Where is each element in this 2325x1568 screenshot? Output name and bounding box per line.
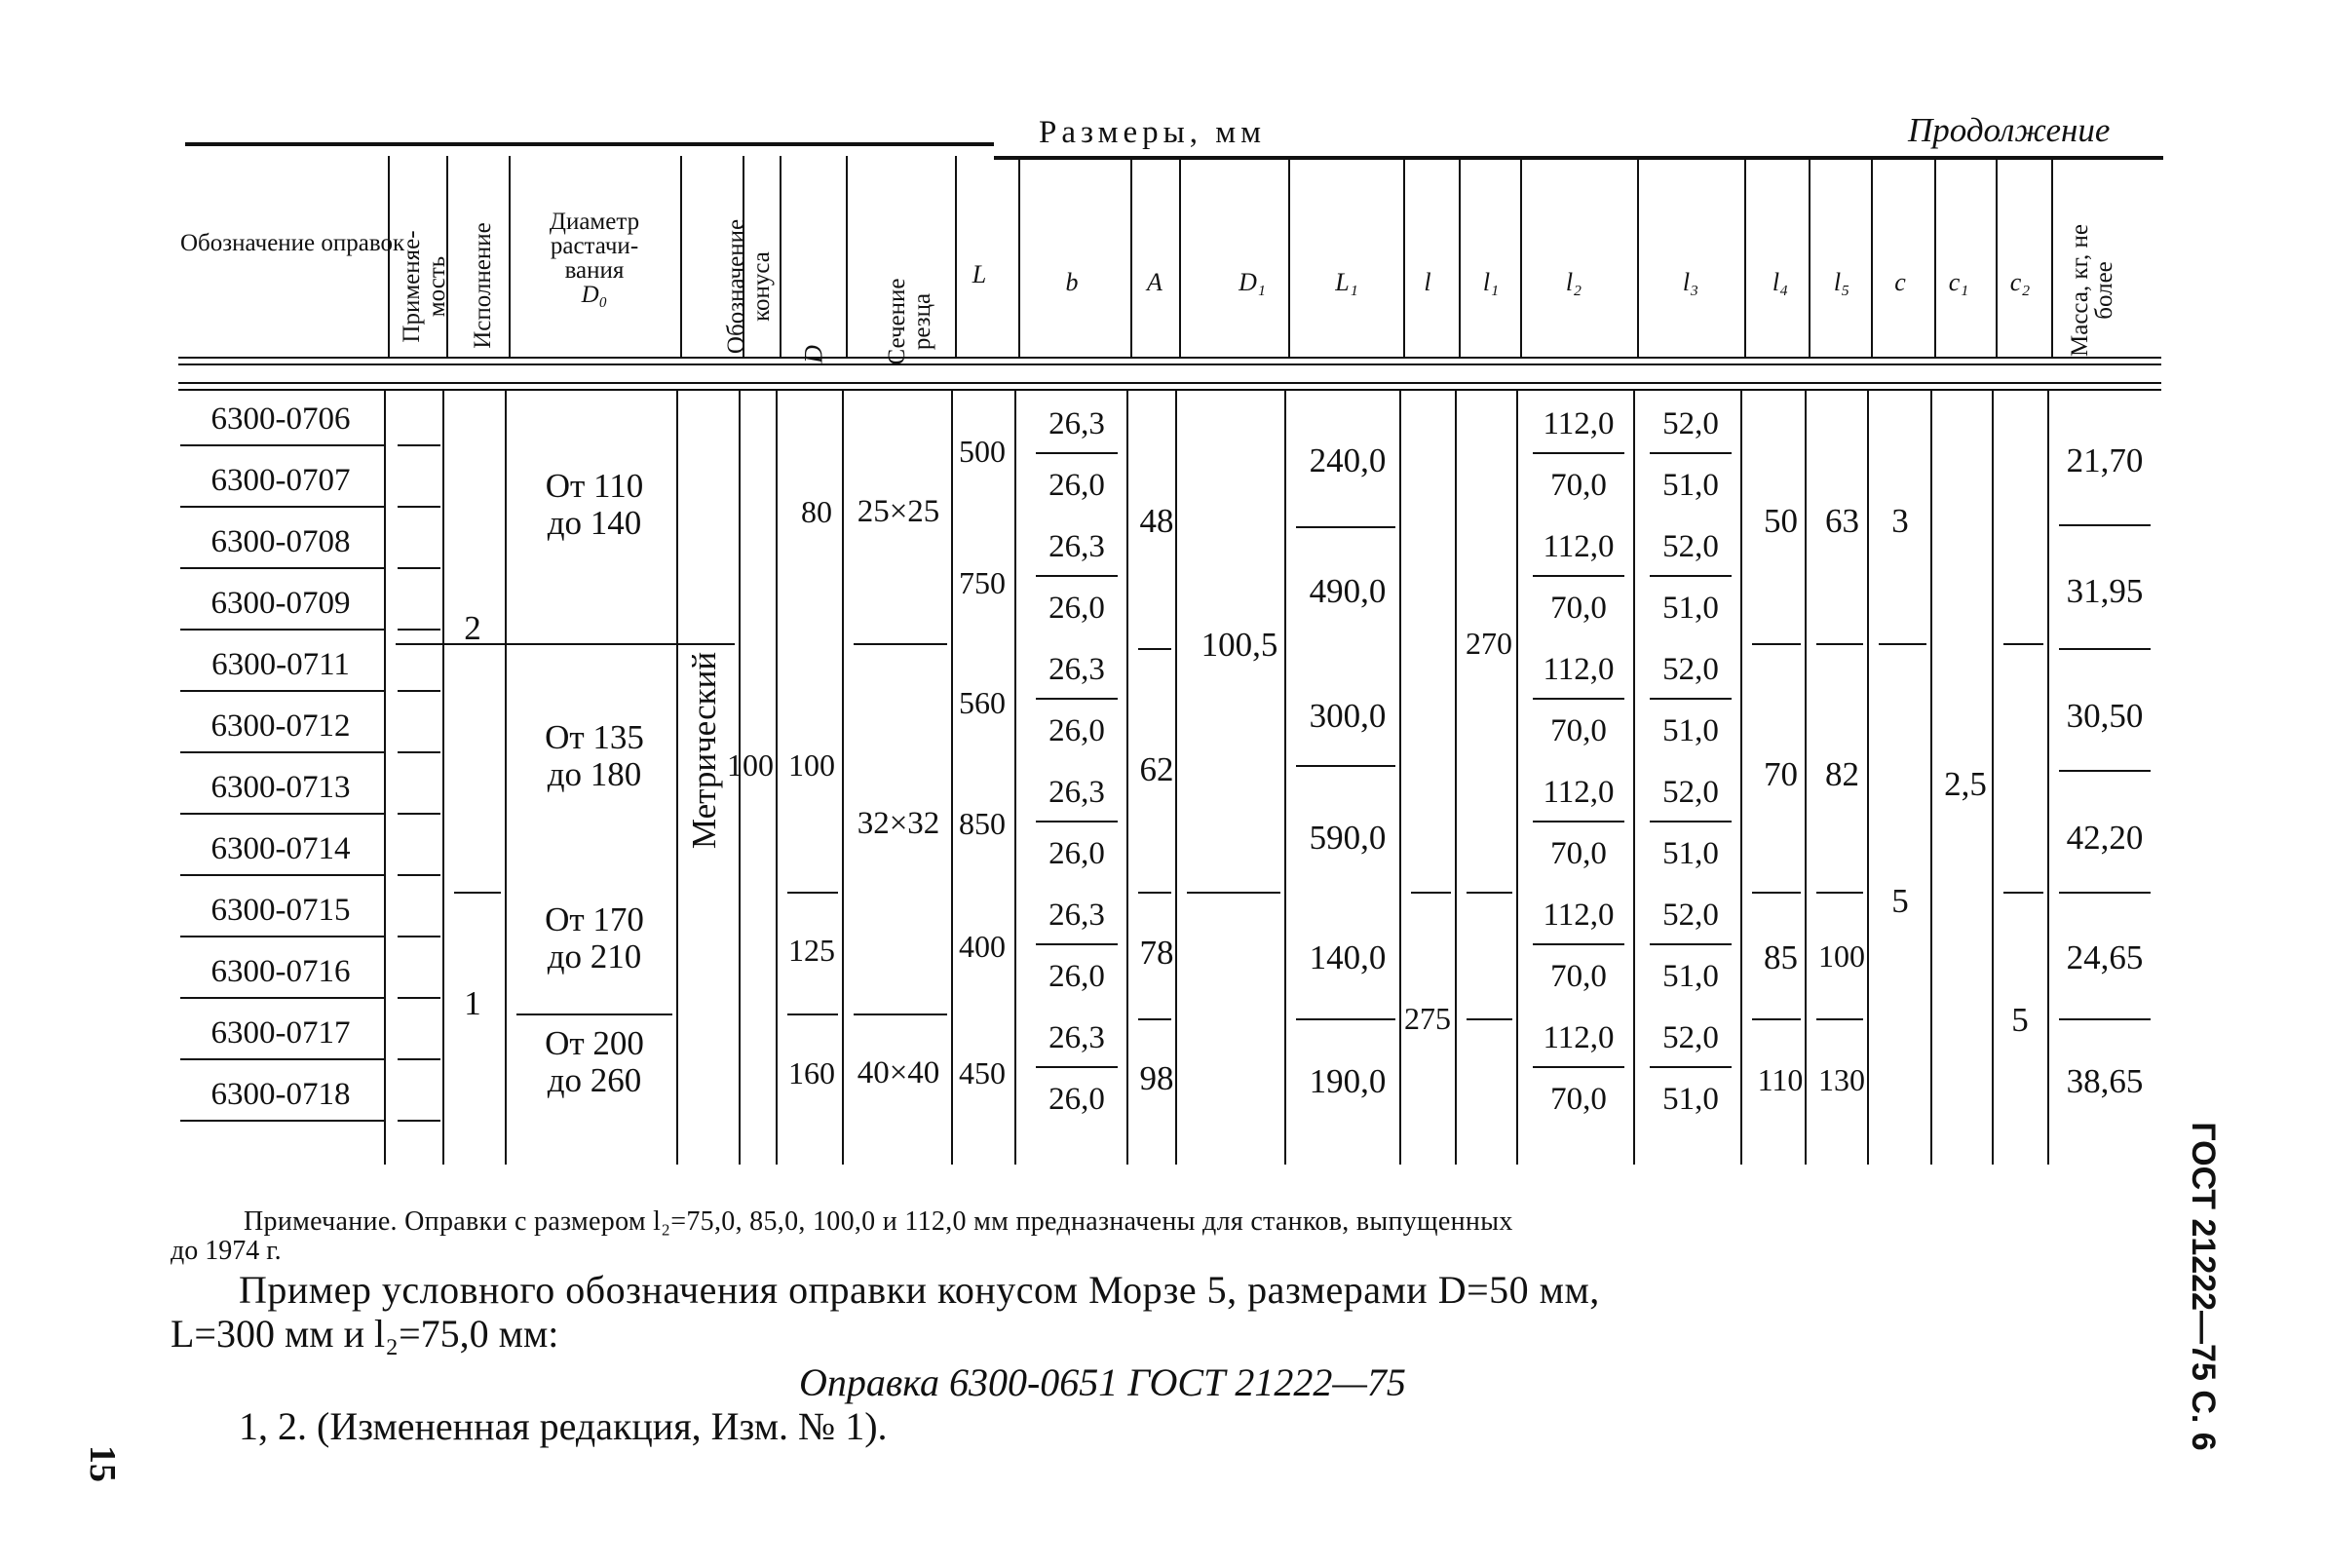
column-divider xyxy=(1805,390,1807,1165)
col-bore-diameter: Диаметр растачи- вания D₀ xyxy=(549,209,640,308)
fraction-bar xyxy=(1533,452,1624,454)
row-underline xyxy=(180,936,385,937)
example-line-2: L=300 мм и l₂=75,0 мм: xyxy=(171,1312,559,1356)
mass-21-70: 21,70 xyxy=(2066,441,2144,479)
column-divider xyxy=(1179,156,1181,357)
fraction-bar xyxy=(1036,821,1118,822)
l4-50: 50 xyxy=(1764,502,1798,540)
column-divider xyxy=(2051,156,2053,357)
row-code: 6300-0706 xyxy=(210,402,351,437)
row-l2: 70,0 xyxy=(1550,836,1607,871)
section-40: 40×40 xyxy=(857,1055,940,1090)
section-32: 32×32 xyxy=(857,806,940,841)
group-separator xyxy=(1816,1018,1863,1020)
d0-range-d: От 200 до 260 xyxy=(545,1024,644,1099)
column-divider xyxy=(2047,390,2049,1165)
col-l4: l₄ xyxy=(1772,268,1789,296)
row-l3: 52,0 xyxy=(1662,898,1719,933)
row-code: 6300-0713 xyxy=(210,770,351,805)
fraction-bar xyxy=(1036,575,1118,577)
group-separator xyxy=(2059,648,2151,650)
row-l3: 51,0 xyxy=(1662,468,1719,503)
l-275: 275 xyxy=(1404,1001,1451,1036)
col-D1: D₁ xyxy=(1239,268,1266,296)
column-divider xyxy=(509,156,511,357)
applicability-dash xyxy=(398,1120,440,1122)
row-underline xyxy=(180,506,385,508)
A-62: 62 xyxy=(1139,750,1174,788)
column-divider xyxy=(1403,156,1405,357)
d0-range-b: От 135 до 180 xyxy=(545,718,644,793)
column-divider xyxy=(955,156,957,357)
fraction-bar xyxy=(1036,452,1118,454)
column-divider xyxy=(1455,390,1457,1165)
group-separator xyxy=(1411,892,1451,894)
mass-31-95: 31,95 xyxy=(2066,572,2144,610)
column-divider xyxy=(680,156,682,357)
D-80: 80 xyxy=(801,494,832,529)
group-separator xyxy=(396,643,735,645)
l5-100: 100 xyxy=(1818,938,1865,974)
example-line-1: Пример условного обозначения оправки конусом Морзе 5, размерами D=50 мм, xyxy=(239,1268,1600,1312)
row-code: 6300-0718 xyxy=(210,1077,351,1112)
column-divider xyxy=(1516,390,1518,1165)
row-underline xyxy=(180,813,385,815)
column-divider xyxy=(1934,156,1936,357)
example-designation: Оправка 6300-0651 ГОСТ 21222—75 xyxy=(799,1360,1406,1404)
row-l2: 112,0 xyxy=(1543,1020,1615,1055)
L-450: 450 xyxy=(959,1055,1006,1090)
col-L1: L₁ xyxy=(1335,268,1358,296)
row-l2: 70,0 xyxy=(1550,591,1607,626)
row-underline xyxy=(180,751,385,753)
applicability-dash xyxy=(398,874,440,876)
row-l2: 112,0 xyxy=(1543,406,1615,441)
row-l3: 52,0 xyxy=(1662,652,1719,687)
col-version: Исполнение xyxy=(470,222,496,349)
applicability-dash xyxy=(398,444,440,446)
column-divider xyxy=(676,390,678,1165)
applicability-dash xyxy=(398,1058,440,1060)
l4-70: 70 xyxy=(1764,755,1798,793)
row-b: 26,0 xyxy=(1048,468,1105,503)
group-separator xyxy=(1752,643,1801,645)
col-l5: l₅ xyxy=(1833,268,1850,296)
c2-5: 5 xyxy=(2011,1001,2029,1039)
mass-38-65: 38,65 xyxy=(2066,1062,2144,1100)
c-3: 3 xyxy=(1891,502,1909,540)
fraction-bar xyxy=(1650,821,1732,822)
fraction-bar xyxy=(1650,698,1732,700)
group-separator xyxy=(1752,1018,1801,1020)
row-b: 26,0 xyxy=(1048,1082,1105,1117)
revision-note: 1, 2. (Измененная редакция, Изм. № 1). xyxy=(239,1404,888,1448)
row-l2: 112,0 xyxy=(1543,775,1615,810)
row-code: 6300-0712 xyxy=(210,708,351,744)
column-divider xyxy=(1130,156,1132,357)
row-code: 6300-0708 xyxy=(210,524,351,559)
col-l2: l₂ xyxy=(1565,268,1582,296)
standard-side-label: ГОСТ 21222—75 С. 6 xyxy=(2185,1122,2222,1451)
column-divider xyxy=(1520,156,1522,357)
row-code: 6300-0717 xyxy=(210,1015,351,1051)
row-l3: 51,0 xyxy=(1662,713,1719,748)
row-underline xyxy=(180,629,385,631)
column-divider xyxy=(846,156,848,357)
D-100: 100 xyxy=(788,747,835,783)
row-b: 26,3 xyxy=(1048,898,1105,933)
applicability-dash xyxy=(398,813,440,815)
cone-D-value: 100 xyxy=(727,747,774,783)
col-c: c xyxy=(1894,268,1906,296)
fraction-bar xyxy=(1533,1066,1624,1068)
fraction-bar xyxy=(1650,1066,1732,1068)
cone-metric: Метрический xyxy=(685,651,723,850)
page-number: 15 xyxy=(82,1445,123,1482)
mass-24-65: 24,65 xyxy=(2066,938,2144,976)
row-l3: 52,0 xyxy=(1662,775,1719,810)
applicability-dash xyxy=(398,936,440,937)
L-850: 850 xyxy=(959,806,1006,841)
L-500: 500 xyxy=(959,434,1006,469)
applicability-dash xyxy=(398,751,440,753)
group-separator xyxy=(2059,1018,2151,1020)
row-b: 26,3 xyxy=(1048,529,1105,564)
col-designation: Обозначение оправок xyxy=(180,230,405,256)
A-48: 48 xyxy=(1139,502,1174,540)
row-underline xyxy=(180,997,385,999)
group-separator xyxy=(854,643,947,645)
col-cone: Обозначение конуса xyxy=(723,218,775,355)
column-divider xyxy=(1637,156,1639,357)
group-separator xyxy=(787,1013,838,1015)
c-5: 5 xyxy=(1891,882,1909,920)
group-separator xyxy=(1816,892,1863,894)
L1-490: 490,0 xyxy=(1309,572,1387,610)
note-line-2: до 1974 г. xyxy=(171,1236,282,1266)
group-separator xyxy=(2059,892,2151,894)
applicability-dash xyxy=(398,997,440,999)
row-l2: 112,0 xyxy=(1543,898,1615,933)
applicability-dash xyxy=(398,567,440,569)
group-separator xyxy=(1879,643,1926,645)
continuation-label: Продолжение xyxy=(1908,111,2111,149)
L1-590: 590,0 xyxy=(1309,819,1387,857)
row-l2: 70,0 xyxy=(1550,468,1607,503)
column-divider xyxy=(1867,390,1869,1165)
row-l3: 52,0 xyxy=(1662,406,1719,441)
L-560: 560 xyxy=(959,685,1006,720)
group-separator xyxy=(1816,643,1863,645)
fraction-bar xyxy=(1533,943,1624,945)
col-b: b xyxy=(1065,268,1079,296)
row-b: 26,0 xyxy=(1048,713,1105,748)
col-mass: Масса, кг, не более xyxy=(2067,224,2117,357)
group-separator xyxy=(2059,524,2151,526)
group-separator xyxy=(1296,765,1395,767)
row-l3: 51,0 xyxy=(1662,836,1719,871)
row-underline xyxy=(180,1120,385,1122)
col-l1: l₁ xyxy=(1482,268,1500,296)
col-applicability: Применяе- мость xyxy=(399,230,450,343)
row-code: 6300-0707 xyxy=(210,463,351,498)
row-l2: 112,0 xyxy=(1543,529,1615,564)
column-divider xyxy=(1871,156,1873,357)
mass-42-20: 42,20 xyxy=(2066,819,2144,857)
L1-190: 190,0 xyxy=(1309,1062,1387,1100)
l5-63: 63 xyxy=(1825,502,1859,540)
column-divider xyxy=(1288,156,1290,357)
column-divider xyxy=(1014,390,1016,1165)
col-A: A xyxy=(1147,268,1162,296)
row-b: 26,3 xyxy=(1048,775,1105,810)
group-separator xyxy=(1138,1018,1171,1020)
version-1: 1 xyxy=(464,984,481,1022)
group-separator xyxy=(1752,892,1801,894)
applicability-dash xyxy=(398,690,440,692)
row-b: 26,0 xyxy=(1048,959,1105,994)
group-separator xyxy=(1138,892,1171,894)
row-underline xyxy=(180,690,385,692)
column-divider xyxy=(442,390,444,1165)
column-divider xyxy=(1809,156,1810,357)
group-separator xyxy=(1296,1018,1395,1020)
dimensions-caption: Размеры, мм xyxy=(1039,115,1267,150)
A-98: 98 xyxy=(1139,1059,1174,1097)
row-b: 26,3 xyxy=(1048,1020,1105,1055)
group-separator xyxy=(454,892,501,894)
row-l2: 112,0 xyxy=(1543,652,1615,687)
group-separator xyxy=(1467,1018,1512,1020)
d0-range-a: От 110 до 140 xyxy=(545,467,644,542)
row-underline xyxy=(180,1058,385,1060)
L-400: 400 xyxy=(959,929,1006,964)
col-D: D xyxy=(799,345,828,363)
l4-110: 110 xyxy=(1757,1062,1804,1097)
note-line-1: Примечание. Оправки с размером l₂=75,0, 85,0, 100,0 и 112,0 мм предназначены для станков, выпущенных xyxy=(244,1206,1513,1237)
fraction-bar xyxy=(1650,575,1732,577)
fraction-bar xyxy=(1533,575,1624,577)
row-code: 6300-0716 xyxy=(210,954,351,989)
group-separator xyxy=(854,1013,947,1015)
group-separator xyxy=(516,1013,672,1015)
L-750: 750 xyxy=(959,565,1006,600)
col-c2: c₂ xyxy=(2009,268,2031,296)
version-2: 2 xyxy=(464,609,481,647)
row-l2: 70,0 xyxy=(1550,713,1607,748)
row-code: 6300-0709 xyxy=(210,586,351,621)
row-underline xyxy=(180,874,385,876)
L1-300: 300,0 xyxy=(1309,697,1387,735)
group-separator xyxy=(1138,648,1171,650)
column-divider xyxy=(505,390,507,1165)
group-separator xyxy=(787,892,838,894)
row-l3: 51,0 xyxy=(1662,591,1719,626)
fraction-bar xyxy=(1036,1066,1118,1068)
row-l2: 70,0 xyxy=(1550,959,1607,994)
fraction-bar xyxy=(1036,698,1118,700)
column-divider xyxy=(388,156,390,357)
fraction-bar xyxy=(1650,452,1732,454)
group-separator xyxy=(2059,770,2151,772)
row-b: 26,3 xyxy=(1048,652,1105,687)
col-L: L xyxy=(972,260,987,288)
mass-30-50: 30,50 xyxy=(2066,697,2144,735)
group-separator xyxy=(1187,892,1280,894)
column-divider xyxy=(1996,156,1998,357)
column-divider xyxy=(1018,156,1020,357)
D-160: 160 xyxy=(788,1055,835,1090)
col-l: l xyxy=(1424,268,1431,296)
col-l3: l₃ xyxy=(1682,268,1699,296)
applicability-dash xyxy=(398,629,440,631)
row-code: 6300-0715 xyxy=(210,893,351,928)
section-25: 25×25 xyxy=(857,494,940,529)
group-separator xyxy=(2003,643,2043,645)
row-l3: 52,0 xyxy=(1662,529,1719,564)
row-underline xyxy=(180,444,385,446)
fraction-bar xyxy=(1533,698,1624,700)
row-b: 26,0 xyxy=(1048,836,1105,871)
column-divider xyxy=(1459,156,1461,357)
column-divider xyxy=(1126,390,1128,1165)
group-separator xyxy=(1467,892,1512,894)
l5-130: 130 xyxy=(1818,1062,1865,1097)
D1-value: 100,5 xyxy=(1201,626,1278,664)
column-divider xyxy=(1284,390,1286,1165)
L1-240: 240,0 xyxy=(1309,441,1387,479)
group-separator xyxy=(1296,526,1395,528)
l4-85: 85 xyxy=(1764,938,1798,976)
d0-range-c: От 170 до 210 xyxy=(545,900,644,975)
row-l3: 51,0 xyxy=(1662,1082,1719,1117)
L1-140: 140,0 xyxy=(1309,938,1387,976)
A-78: 78 xyxy=(1139,934,1174,972)
col-cutter-section: Сечение резца xyxy=(884,278,935,365)
group-separator xyxy=(2003,892,2043,894)
row-code: 6300-0714 xyxy=(210,831,351,866)
fraction-bar xyxy=(1533,821,1624,822)
row-b: 26,3 xyxy=(1048,406,1105,441)
column-divider xyxy=(1740,390,1742,1165)
c1-2-5: 2,5 xyxy=(1944,765,1987,803)
column-divider xyxy=(1399,390,1401,1165)
applicability-dash xyxy=(398,506,440,508)
row-l3: 52,0 xyxy=(1662,1020,1719,1055)
l5-82: 82 xyxy=(1825,755,1859,793)
column-divider xyxy=(1744,156,1746,357)
row-l3: 51,0 xyxy=(1662,959,1719,994)
fraction-bar xyxy=(1650,943,1732,945)
fraction-bar xyxy=(1036,943,1118,945)
column-divider xyxy=(1633,390,1635,1165)
row-l2: 70,0 xyxy=(1550,1082,1607,1117)
D-125: 125 xyxy=(788,933,835,968)
l1-270: 270 xyxy=(1466,626,1512,661)
row-underline xyxy=(180,567,385,569)
col-c1: c₁ xyxy=(1948,268,1969,296)
row-b: 26,0 xyxy=(1048,591,1105,626)
row-code: 6300-0711 xyxy=(211,647,350,682)
